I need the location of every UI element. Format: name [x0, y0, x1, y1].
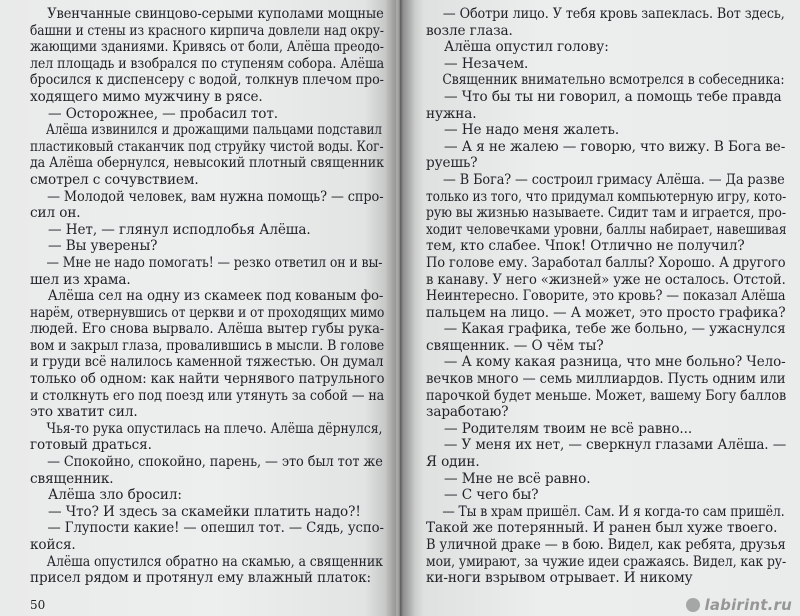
text-line: рую вы жизнью называете. Сидит там и играется, про-	[426, 205, 786, 222]
text-line: это хватит сил.	[30, 404, 138, 421]
text-line: ходит человечками уровни, баллы набирает, навешивая	[426, 221, 787, 238]
book-gutter	[385, 0, 415, 616]
text-line: тем, кто слабее. Чпок! Отлично не получил?	[426, 238, 745, 255]
text-line: — Мне не надо помогать! — резко ответил он и вы-	[46, 254, 383, 271]
text-line: — Оботри лицо. У тебя кровь запеклась. Вот здесь,	[442, 6, 785, 22]
text-line: — А кому какая разница, что мне больно? Чело-	[443, 354, 786, 371]
text-line: ки-ноги взрывом отрывает. И никому	[426, 570, 693, 587]
text-line: — А я не жалею — говорю, что вижу. В Бога ве-	[444, 138, 786, 155]
text-line: и столкнуть его под поезд или утянуть за собой — на	[30, 387, 385, 404]
text-line: — Родителям твоим не всё равно...	[444, 420, 693, 437]
text-line: Такой же потерянный. И ранен был хуже твоего.	[426, 520, 778, 537]
text-line: лел площадь и взобрался по ступеням собора. Алёша	[30, 55, 385, 72]
text-line: — Какая графика, тебе же больно, — ужаснулся	[443, 321, 786, 338]
watermark-text: labirint.ru	[704, 596, 792, 614]
text-line: священник. — О чём ты?	[426, 337, 604, 354]
text-line: Священник внимательно всмотрелся в собеседника:	[442, 72, 785, 89]
watermark	[686, 596, 792, 614]
text-line: — Осторожнее, — пробасил тот.	[48, 105, 278, 122]
text-line: готовый драться.	[30, 437, 152, 454]
text-line: возле глаза.	[426, 22, 513, 39]
text-line: бросился к диспенсеру с водой, толкнув плечом про-	[30, 72, 384, 89]
text-line: нужна.	[426, 105, 477, 122]
text-line: заработаю?	[426, 404, 509, 421]
text-line: вечков много — семь миллиардов. Пусть одним или	[426, 371, 786, 388]
page-number: 50	[30, 598, 46, 612]
text-line: шел из храма.	[30, 271, 131, 288]
text-line: священник.	[30, 470, 114, 487]
text-line: койся.	[30, 537, 76, 553]
text-line: — Что? И здесь за скамейки платить надо?!	[48, 503, 361, 520]
left-page-text	[30, 6, 384, 587]
text-line: в канаву. У него «жизней» уже не осталось. Отстой.	[426, 271, 786, 288]
text-line: только из того, что придумал компьютерную игру, кото-	[426, 188, 787, 205]
text-line: Неинтересно. Говорите, это кровь? — показал Алёша	[426, 288, 786, 305]
left-page	[0, 0, 396, 616]
text-line: башни и стены из красного кирпича довлели над окру-	[30, 22, 384, 39]
text-line: мои, умирают, за чужие идеи сражаясь. Видел, как ру-	[426, 553, 787, 570]
text-line: смотрел с сочувствием.	[30, 171, 199, 188]
text-line: — В Бога? — состроил гримасу Алёша. — Да разве	[443, 171, 785, 188]
text-line: Алёша опустился обратно на скамью, а священник	[46, 553, 383, 570]
text-line: нарём, отвернувшись от церкви и от проходящих мимо	[30, 304, 385, 321]
text-line: — Не надо меня жалеть.	[444, 122, 620, 139]
text-line: Алёша сел на одну из скамеек под кованым фо-	[47, 288, 384, 305]
text-line: В уличной драке — в бою. Видел, как ребята, друзья	[426, 537, 786, 553]
text-line: Я один.	[426, 454, 480, 471]
text-line: — Глупости какие! — опешил тот. — Сядь, успо-	[47, 520, 384, 537]
text-line: — У меня их нет, — сверкнул глазами Алёша. —	[443, 437, 787, 454]
text-line: — Незачем.	[444, 55, 529, 72]
text-line: вом и закрыл глаза, провалившись в мысли. В голове	[30, 337, 385, 354]
text-line: пластиковый стаканчик под струйку чистой воды. Ког-	[30, 138, 384, 155]
text-line: жающими зданиями. Кривясь от боли, Алёша преодо-	[30, 39, 384, 56]
text-line: — Нет, — глянул исподлобья Алёша.	[48, 221, 311, 238]
right-page	[400, 0, 800, 616]
text-line: да Алёша обернулся, невысокий плотный священник	[30, 155, 384, 172]
text-line: — Спокойно, спокойно, парень, — это был тот же	[47, 454, 383, 471]
text-line: Алёша опустил голову:	[444, 39, 609, 56]
text-line: и груди всё налилось каменной тяжестью. Он думал	[30, 354, 384, 371]
labirint-logo-icon	[686, 598, 700, 612]
text-line: — Ты в храм пришёл. Сам. И я когда-то сам пришёл.	[442, 503, 785, 520]
text-line: Увенчанные свинцово-серыми куполами мощные	[47, 6, 384, 22]
text-line: По голове ему. Заработал баллы? Хорошо. А другого	[426, 254, 786, 271]
text-line: пальцем на лицо. — А может, это просто графика?	[426, 304, 786, 321]
text-line: Алёша извинился и дрожащими пальцами подставил	[45, 122, 382, 139]
text-line: руешь?	[426, 155, 478, 172]
text-line: — Вы уверены?	[48, 238, 158, 255]
text-line: Алёша зло бросил:	[48, 487, 182, 504]
text-line: ходящего мимо мужчину в рясе.	[30, 88, 263, 105]
text-line: — Молодой человек, вам нужна помощь? — спро-	[47, 188, 384, 205]
text-line: Чья-то рука опустилась на плечо. Алёша дёрнулся,	[46, 420, 383, 437]
text-line: людей. Его снова вырвало. Алёша вытер губы рука-	[30, 321, 385, 338]
right-page-text	[426, 6, 786, 587]
text-line: присел рядом и протянул ему влажный платок:	[30, 570, 371, 587]
text-line: — Что бы ты ни говорил, а помощь тебе правда	[444, 88, 782, 105]
text-line: — С чего бы?	[444, 487, 539, 504]
text-line: сил он.	[30, 205, 81, 222]
text-line: парочкой будет меньше. Может, вашему Богу баллов	[426, 387, 787, 404]
text-line: только об одном: как найти чернявого патрульного	[30, 371, 385, 388]
text-line: — Мне не всё равно.	[444, 470, 591, 487]
